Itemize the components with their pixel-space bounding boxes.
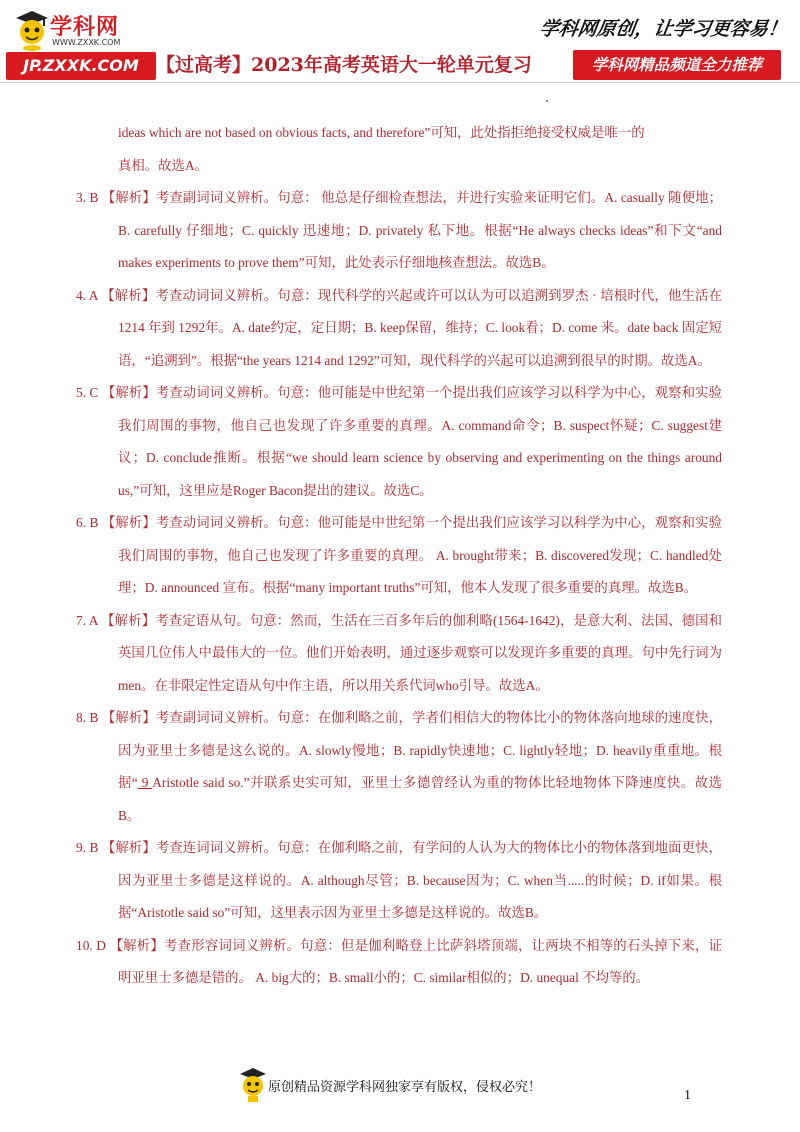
analysis-text: 考查形容词词义辨析。句意：但是伽利略登上比萨斜塔顶端，让两块不相等的石头掉下来，证明亚里士多德是错的。 A. big大的；B. small小的；C. similar相似的；D. unequal 不均等的。 <box>118 937 722 985</box>
page-number: 1 <box>684 1088 691 1103</box>
analysis-text: 考查动词词义辨析。句意：他可能是中世纪第一个提出我们应该学习以科学为中心，观察和实验我们周围的事物，他自己也发现了许多重要的真理。A. command命令；B. suspect怀疑；C. suggest建议；D. conclude推断。根据“we should learn science by observing and experimenting on the things around us,”可知，这里应是Roger Bacon提出的建议。故选C。 <box>118 385 723 498</box>
analysis-tag: 【解析】 <box>101 840 156 855</box>
decorative-dot <box>546 100 548 102</box>
answer-number: 6. B <box>76 515 99 530</box>
answer-item <box>76 507 722 605</box>
analysis-text: 考查动词词义辨析。句意：现代科学的兴起或许可以认为可以追溯到罗杰 · 培根时代，他生活在1214 年到 1292年。A. date约定，定日期；B. keep保留，维持；C. look看；D. come 来。date back 固定短语，“追溯到”。根据“the years 1214 and 1292”可知，现代科学的兴起可以追溯到很早的时期。故选A。 <box>118 287 722 368</box>
logo-url: WWW.ZXXK.COM <box>52 38 121 47</box>
answer-number: 3. B <box>76 190 99 205</box>
analysis-text: 考查定语从句。句意：然而，生活在三百多年后的伽利略(1564-1642)，是意大利、法国、德国和英国几位伟人中最伟大的一位。他们开始表明，通过逐步观察可以发现许多重要的真理。句中先行词为men。在非限定性定语从句中作主语，所以用关系代词who引导。故选A。 <box>118 612 722 693</box>
continuation-paragraph <box>76 117 722 182</box>
answer-content <box>76 117 722 995</box>
answer-number: 9. B <box>76 840 99 855</box>
analysis-tag: 【解析】 <box>101 385 156 400</box>
analysis-tag: 【解析】 <box>101 515 156 530</box>
analysis-text-continued: Aristotle said so.”并联系史实可知，亚里士多德曾经认为重的物体比轻地物体下降速度快。故选B。 <box>118 775 722 823</box>
analysis-tag: 【解析】 <box>101 710 156 725</box>
answer-item <box>76 702 722 832</box>
site-logo[interactable] <box>10 8 150 56</box>
page-header <box>0 0 800 80</box>
analysis-text: 考查动词词义辨析。句意：他可能是中世纪第一个提出我们应该学习以科学为中心，观察和实验我们周围的事物，他自己也发现了许多重要的真理。 A. brought带来；B. discovered发现；C. handled处理；D. announced 宣布。根据“many important truths”可知，他本人发现了很多重要的真理。故选B。 <box>118 515 723 595</box>
analysis-tag: 【解析】 <box>101 612 156 628</box>
analysis-tag: 【解析】 <box>101 287 156 303</box>
answer-item <box>76 605 722 703</box>
slogan: 学科网原创，让学习更容易！ <box>538 18 789 40</box>
answer-item <box>76 182 722 280</box>
logo-text: 学科网 <box>50 15 120 40</box>
analysis-text: 考查连词词义辨析。句意：在伽利略之前，有学问的人认为大的物体比小的物体落到地面更快，因为亚里士多德是这样说的。A. although尽管；B. because因为；C. when当.....的时候；D. if如果。根据“Aristotle said so”可知，这里表示因为亚里士多德是这样说的。故选B。 <box>118 840 723 920</box>
page-footer <box>0 1066 800 1116</box>
continuation-line-1: ideas which are not based on obvious facts, and therefore”可知，此处指拒绝接受权威是唯一的 <box>118 125 645 140</box>
answer-number: 8. B <box>76 710 99 725</box>
mascot-icon <box>10 8 54 52</box>
answer-number: 7. A <box>76 612 98 628</box>
answer-number: 5. C <box>76 385 99 400</box>
answer-item <box>76 930 722 995</box>
analysis-text: 考查副词词义辨析。句意：在伽利略之前，学者们相信大的物体比小的物体落向地球的速度快，因为亚里士多德是这么说的。A. slowly慢地；B. rapidly快速地；C. lightly轻地；D. heavily重重地。根据“ <box>118 710 723 790</box>
analysis-text: 考查副词词义辨析。句意： 他总是仔细检查想法，并进行实验来证明它们。A. casually 随便地；B. carefully 仔细地；C. quickly 迅速地；D. privately 私下地。根据“He always checks ideas”和下文“and makes experiments to prove them”可知，此处表示仔细地核查想法。故选B。 <box>118 190 722 270</box>
answer-item <box>76 377 722 507</box>
site-badge[interactable]: JP.ZXXK.COM <box>6 52 156 80</box>
analysis-tag: 【解析】 <box>109 937 165 953</box>
answer-item <box>76 832 722 930</box>
channel-badge[interactable]: 学科网精品频道全力推荐 <box>573 50 781 80</box>
course-title: 【过高考】2023年高考英语大一轮单元复习 <box>156 54 532 76</box>
blank-reference: 9 <box>137 775 153 790</box>
continuation-line-2: 真相。故选A。 <box>118 157 209 173</box>
answer-number: 4. A <box>76 287 98 303</box>
answer-item <box>76 280 722 378</box>
mascot-icon <box>236 1066 270 1104</box>
header-divider <box>0 82 800 83</box>
copyright-notice: 原创精品资源学科网独家享有版权，侵权必究！ <box>268 1080 542 1095</box>
analysis-tag: 【解析】 <box>101 190 156 205</box>
answer-number: 10. D <box>76 937 106 953</box>
